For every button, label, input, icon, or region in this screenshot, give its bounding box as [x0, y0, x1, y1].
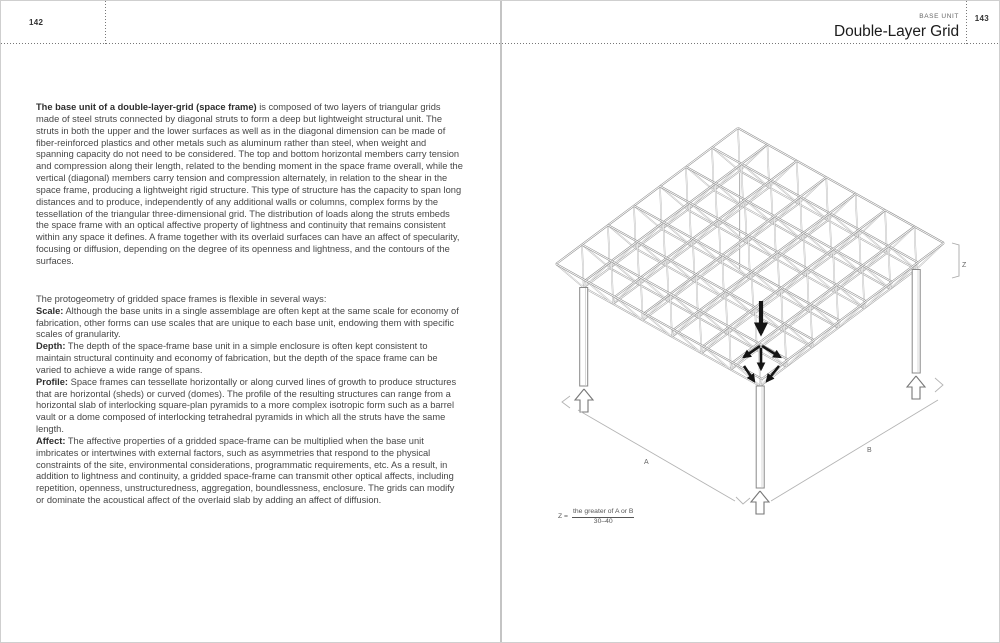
feature-affect — [36, 436, 465, 507]
lead-bold-phrase: The base unit of a double-layer-grid (space frame) — [36, 102, 257, 112]
feature-affect-text: The affective properties of a gridded space-frame can be multiplied when the base unit imbricates or intertwines with external factors, such as asymmetries that respond to the physical constraints of the site, environmental considerations, programmatic requirements, etc. As a result, in addition to lightness and continuity, a gridded space-frame can transmit other optical affects, including repetition, openness, unstructuredness, aggregation, boundlessness, enclosure. The grids can modify or dominate the acoustical affect of the overlaid slab by adding an affect of diffusion. — [36, 435, 455, 506]
feature-depth-text: The depth of the space-frame base unit in a simple enclosure is often kept consistent to maintain structural continuity and economy of fabrication, but the depth of the space frame can be varied to achieve a wide range of spans. — [36, 341, 438, 375]
section-eyebrow: BASE UNIT — [919, 13, 959, 20]
lead-paragraph-text: is composed of two layers of triangular grids made of steel struts connected by diagonal struts to form a deep but lightweight structural unit. The struts in both the upper and the lower surfaces as well as in the diagonal dimension can be made of fiber-reinforced plastics and other metals such as aluminum rather than steel, when weight and spanning capacity do not need to be considered. The top and bottom horizontal members carry tension and compression along their length, related to the bending moment in the space frame overall, while the vertical (diagonal) members carry tension and compression alternately, in relation to the shear in the space frame, producing a lightweight rigid structure. This type of structure has the capacity to span long distances and to produce, independently of any additional walls or columns, complex forms by the tessellation of the triangular three-dimensional grid. The distribution of loads along the struts embeds the space frame with an optical affective property of lightness and continuity that remains consistent within any space it defines. A frame together with its overlaid surfaces can have an affect of specularity, focusing or diffusion, depending on the degree of its openness and lightness, and the contours of the surfaces. — [36, 102, 463, 266]
formula-numerator: the greater of A or B — [572, 508, 634, 518]
feature-depth-label: Depth: — [36, 341, 66, 352]
formula-denominator: 30–40 — [593, 518, 613, 526]
feature-scale-label: Scale: — [36, 305, 64, 316]
feature-depth — [36, 341, 465, 377]
header-divider-left — [105, 1, 106, 44]
formula-lhs: Z = — [558, 513, 569, 521]
right-page-number: 143 — [974, 14, 989, 23]
feature-scale-text: Although the base units in a single assemblage are often kept at the same scale for economy of fabrication, other forms can use scales that are unique to each base unit, endowing them with specific scales of granularity. — [36, 305, 459, 340]
feature-scale — [36, 306, 465, 342]
header-rule — [1, 43, 1000, 44]
protogeometry-intro: The protogeometry of gridded space frames is flexible in several ways: — [36, 293, 327, 304]
body-text — [36, 102, 465, 507]
span-b-label: B — [867, 447, 872, 454]
lead-paragraph — [36, 102, 465, 268]
feature-affect-label: Affect: — [36, 435, 66, 446]
depth-z-label: Z — [962, 262, 967, 269]
left-page — [1, 1, 500, 643]
right-page — [502, 1, 1000, 643]
feature-profile-text: Space frames can tessellate horizontally or along curved lines of growth to produce structures that are horizontal (sheds) or curved (domes). The profile of the resulting structures can range from a horizontal slab of interlocking square-plan pyramids to a more complex isotropic form such as a barrel vault or a dome composed of interlocking tetrahedral pyramids in which all the struts have the same length. — [36, 376, 457, 435]
left-page-number: 142 — [29, 18, 44, 27]
feature-profile-label: Profile: — [36, 376, 69, 387]
feature-profile — [36, 377, 465, 436]
space-frame-diagram — [504, 1, 1000, 643]
page-title: Double-Layer Grid — [834, 23, 959, 40]
span-a-label: A — [644, 459, 649, 466]
formula-fraction — [572, 508, 634, 527]
depth-formula — [558, 508, 634, 527]
